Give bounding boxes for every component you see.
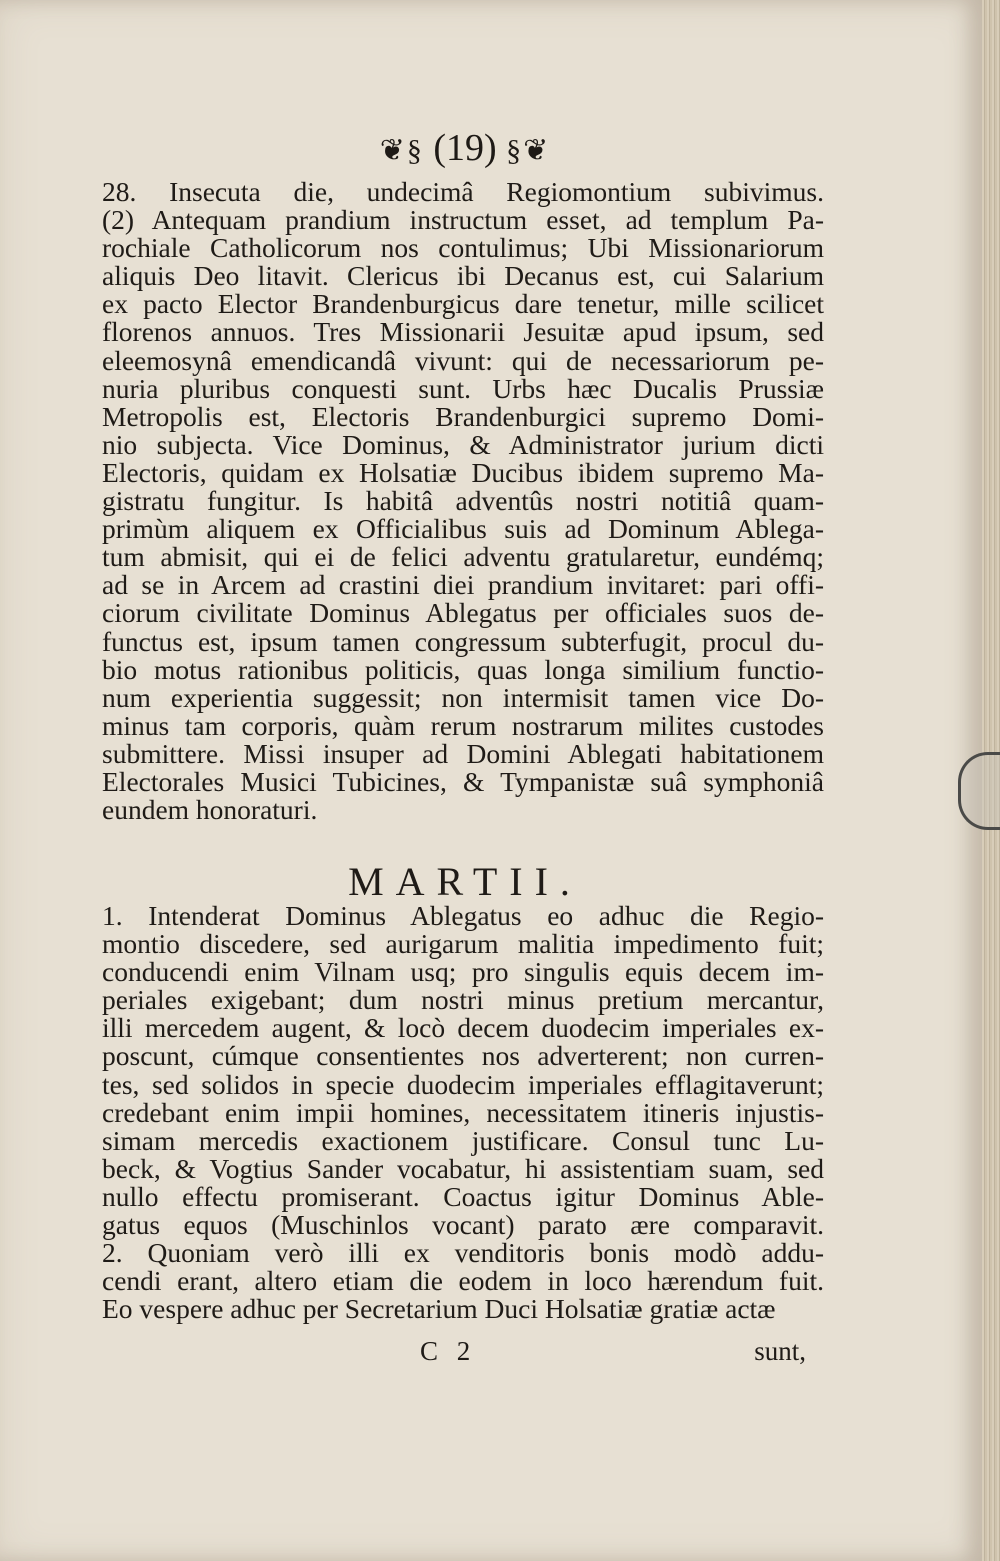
text-line: (2) Antequam prandium instructum esset, ad templum Pa-: [102, 204, 824, 236]
text-line: primùm aliquem ex Officialibus suis ad Dominum Ablega-: [102, 513, 824, 545]
binding-clip: [958, 752, 1000, 830]
header-ornament-left: ❦§: [379, 134, 424, 167]
text-line: num experientia suggessit; non intermisit tamen vice Do-: [102, 681, 824, 713]
text-line: gistratu fungitur. Is habitâ adventûs nostri notitiâ quam-: [102, 485, 824, 517]
text-line: conducendi enim Vilnam usq; pro singulis equis decem im-: [102, 956, 824, 988]
page-number: (19): [433, 127, 497, 169]
text-line: credebant enim impii homines, necessitatem itineris injustis-: [102, 1096, 824, 1128]
text-line: poscunt, cúmque consentientes nos adverterent; non curren-: [102, 1040, 824, 1072]
text-line: florenos annuos. Tres Missionarii Jesuitæ apud ipsum, sed: [102, 316, 824, 348]
text-line: Eo vespere adhuc per Secretarium Duci Holsatiæ gratiæ actæ: [102, 1293, 776, 1325]
page-header: [0, 126, 930, 170]
text-line: submittere. Missi insuper ad Domini Ablegati habitationem: [102, 737, 824, 769]
text-line: simam mercedis exactionem justificare. Consul tunc Lu-: [102, 1124, 824, 1156]
text-line: tum abmisit, qui ei de felici adventu gratularetur, eundémq;: [102, 541, 824, 573]
catchword: sunt,: [754, 1336, 806, 1366]
text-line: bio motus rationibus politicis, quas longa similium functio-: [102, 653, 824, 685]
header-ornament-right: §❦: [506, 134, 551, 167]
text-line: 28. Insecuta die, undecimâ Regiomontium subivimus.: [102, 176, 824, 207]
text-line: ciorum civilitate Dominus Ablegatus per officiales suos de-: [102, 597, 824, 629]
text-line: ad se in Arcem ad crastini diei prandium invitaret: pari offi-: [102, 569, 824, 601]
section-title: MARTII.: [348, 859, 582, 904]
text-line: aliquis Deo litavit. Clericus ibi Decanus est, cui Salarium: [102, 260, 824, 292]
text-line: functus est, ipsum tamen congressum subterfugit, procul du-: [102, 625, 824, 657]
text-line: nio subjecta. Vice Dominus, & Administrator jurium dicti: [102, 428, 824, 460]
text-line: nullo effectu promiserant. Coactus igitur Dominus Able-: [102, 1180, 824, 1212]
text-line: montio discedere, sed aurigarum malitia impedimento fuit;: [102, 928, 824, 960]
signature-mark: C 2: [420, 1336, 477, 1366]
text-line: ex pacto Elector Brandenburgicus dare tenetur, mille scilicet: [102, 288, 824, 320]
paragraph-28: [102, 178, 824, 824]
text-line: eundem honoraturi.: [102, 794, 318, 826]
text-line: periales exigebant; dum nostri minus pretium mercantur,: [102, 984, 824, 1016]
text-line: 2. Quoniam verò illi ex venditoris bonis modò addu-: [102, 1237, 824, 1269]
text-line: Electoris, quidam ex Holsatiæ Ducibus ibidem supremo Ma-: [102, 456, 824, 488]
text-line: illi mercedem augent, & locò decem duodecim imperiales ex-: [102, 1012, 824, 1044]
text-line: beck, & Vogtius Sander vocabatur, hi assistentiam suam, sed: [102, 1152, 824, 1184]
text-line: rochiale Catholicorum nos contulimus; Ubi Missionariorum: [102, 232, 824, 264]
text-line: cendi erant, altero etiam die eodem in loco hærendum fuit.: [102, 1265, 824, 1297]
text-line: Electorales Musici Tubicines, & Tympanistæ suâ symphoniâ: [102, 765, 824, 797]
text-line: nuria pluribus conquesti sunt. Urbs hæc Ducalis Prussiæ: [102, 372, 824, 404]
text-line: eleemosynâ emendicandâ vivunt: qui de necessariorum pe-: [102, 344, 824, 376]
text-line: tes, sed solidos in specie duodecim imperiales efflagitaverunt;: [102, 1068, 824, 1100]
text-line: Metropolis est, Electoris Brandenburgici supremo Domi-: [102, 400, 824, 432]
text-line: 1. Intenderat Dominus Ablegatus eo adhuc die Regio-: [102, 900, 824, 931]
paragraph-martii: [102, 902, 824, 1323]
text-line: minus tam corporis, quàm rerum nostrarum milites custodes: [102, 709, 824, 741]
text-line: gatus equos (Muschinlos vocant) parato ære comparavit.: [102, 1209, 824, 1241]
